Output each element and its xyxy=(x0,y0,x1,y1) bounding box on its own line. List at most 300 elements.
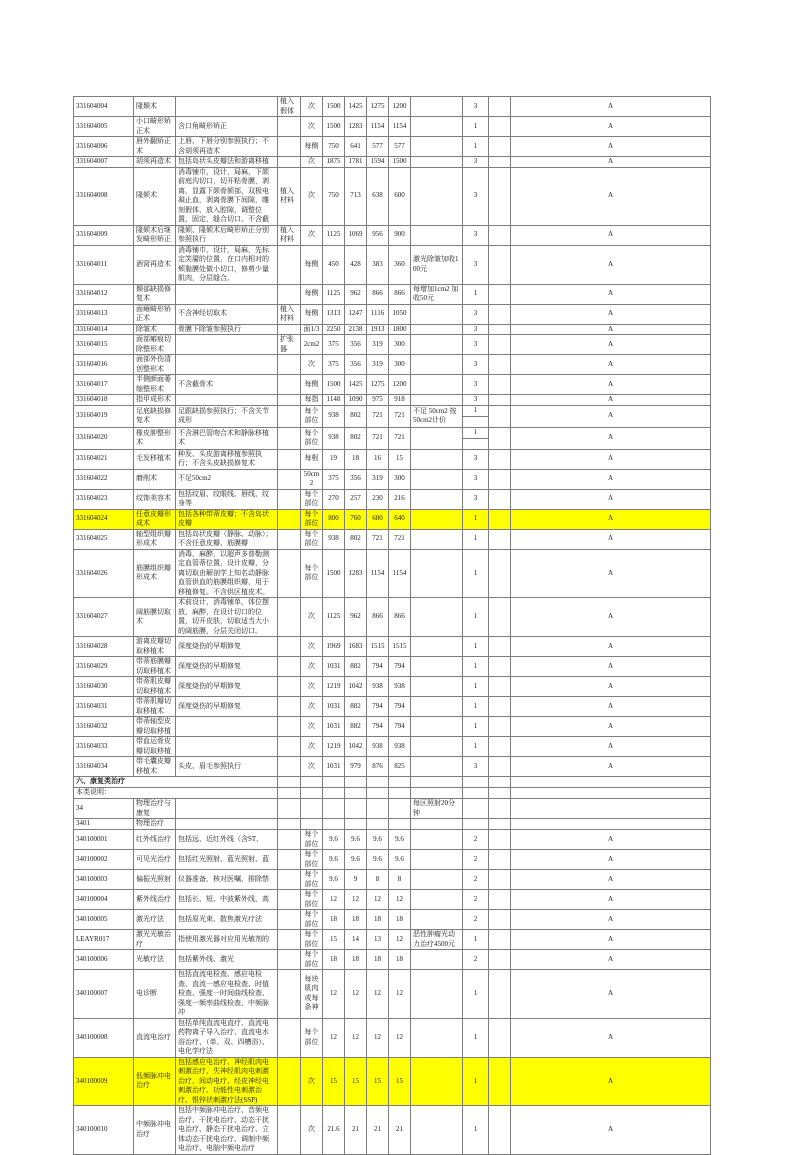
material-cell xyxy=(278,970,301,1019)
price-cell: 1283 xyxy=(345,117,367,137)
surcharge-cell xyxy=(411,225,463,245)
remark-cell: A xyxy=(511,850,711,870)
unit-cell: 每个部位 xyxy=(301,529,323,549)
unit-cell: 每个部位 xyxy=(301,509,323,529)
remark-cell: A xyxy=(511,637,711,657)
price-cell: 825 xyxy=(389,757,411,777)
unit-cell: 次 xyxy=(301,1106,323,1155)
table-row xyxy=(74,427,711,449)
desc-cell: 包括红光照射、蓝光照射、蓝 xyxy=(176,850,278,870)
price-cell: 1042 xyxy=(345,677,367,697)
surcharge-cell xyxy=(411,167,463,225)
spacer-cell xyxy=(489,950,511,970)
code-cell: 331604027 xyxy=(74,598,134,637)
price-cell: 866 xyxy=(389,598,411,637)
pricing-class-cell: 3 xyxy=(463,375,489,395)
material-cell xyxy=(278,598,301,637)
material-cell xyxy=(278,1018,301,1057)
spacer-cell xyxy=(489,870,511,890)
surcharge-cell xyxy=(411,335,463,355)
table-row xyxy=(74,395,711,406)
price-cell: 9.6 xyxy=(323,850,345,870)
remark-cell: A xyxy=(511,529,711,549)
price-cell: 9.6 xyxy=(389,830,411,850)
material-cell xyxy=(278,819,301,830)
spacer-cell xyxy=(489,737,511,757)
price-cell xyxy=(389,799,411,819)
price-cell: 938 xyxy=(389,737,411,757)
desc-cell xyxy=(176,335,278,355)
name-cell: 阔筋膜切取术 xyxy=(134,598,176,637)
spacer-cell xyxy=(489,549,511,598)
desc-cell: 不含神经切取术 xyxy=(176,304,278,324)
pricing-class-cell: 3 xyxy=(463,449,489,469)
price-cell: 1031 xyxy=(323,717,345,737)
price-cell: 866 xyxy=(389,284,411,304)
price-cell: 300 xyxy=(389,469,411,489)
name-cell: 带毛囊皮瓣移植术 xyxy=(134,757,176,777)
pricing-class-cell xyxy=(463,405,489,427)
table-row xyxy=(74,1106,711,1155)
name-cell: 紫外线治疗 xyxy=(134,890,176,910)
table-row xyxy=(74,830,711,850)
table-row xyxy=(74,549,711,598)
code-cell: 331604019 xyxy=(74,405,134,427)
unit-cell: 次 xyxy=(301,157,323,168)
remark-cell: A xyxy=(511,117,711,137)
remark-cell: A xyxy=(511,657,711,677)
spacer-cell xyxy=(489,284,511,304)
spacer-cell xyxy=(489,637,511,657)
price-cell: 721 xyxy=(389,529,411,549)
pricing-class-cell: 3 xyxy=(463,157,489,168)
pricing-class-value: 1 xyxy=(463,406,488,417)
spacer-cell xyxy=(489,788,511,799)
pricing-class-cell: 1 xyxy=(463,930,489,950)
table-row xyxy=(74,637,711,657)
remark-cell: A xyxy=(511,870,711,890)
desc-cell: 足跟缺损参照执行；不含关节成形 xyxy=(176,405,278,427)
name-cell: 指甲成形术 xyxy=(134,395,176,406)
price-cell xyxy=(323,819,345,830)
table-row xyxy=(74,97,711,117)
desc-cell: 上唇、下唇分别参照执行；不含胡须再造术 xyxy=(176,137,278,157)
name-cell: 胡须再造术 xyxy=(134,157,176,168)
price-cell: 12 xyxy=(345,1018,367,1057)
price-cell: 882 xyxy=(345,717,367,737)
unit-cell: 次 xyxy=(301,717,323,737)
surcharge-cell xyxy=(411,1018,463,1057)
material-cell xyxy=(278,157,301,168)
price-cell: 577 xyxy=(367,137,389,157)
price-cell: 1969 xyxy=(323,637,345,657)
unit-cell: 每侧 xyxy=(301,304,323,324)
price-cell: 938 xyxy=(323,427,345,449)
unit-cell: 次 xyxy=(301,697,323,717)
price-cell: 1875 xyxy=(323,157,345,168)
material-cell xyxy=(278,137,301,157)
name-cell: 足底缺损修复术 xyxy=(134,405,176,427)
table-row xyxy=(74,529,711,549)
desc-cell: 包括远、近红外线（含ST、 xyxy=(176,830,278,850)
name-cell: 唇外翻矫正术 xyxy=(134,137,176,157)
code-cell: 340100006 xyxy=(74,950,134,970)
price-cell: 794 xyxy=(367,717,389,737)
price-cell: 13 xyxy=(367,930,389,950)
price-cell: 721 xyxy=(367,529,389,549)
remark-cell xyxy=(511,799,711,819)
unit-cell: 次 xyxy=(301,1057,323,1106)
price-cell: 18 xyxy=(389,910,411,930)
price-cell: 360 xyxy=(389,245,411,284)
surcharge-cell xyxy=(411,117,463,137)
price-cell: 9 xyxy=(345,870,367,890)
code-cell: 331604025 xyxy=(74,529,134,549)
code-cell: 331604016 xyxy=(74,355,134,375)
surcharge-cell xyxy=(411,830,463,850)
remark-cell: A xyxy=(511,910,711,930)
pricing-class-cell: 1 xyxy=(463,677,489,697)
price-cell: 1125 xyxy=(323,284,345,304)
name-cell: 可见光治疗 xyxy=(134,850,176,870)
unit-cell: 每个部位 xyxy=(301,427,323,449)
table-row xyxy=(74,245,711,284)
remark-cell: A xyxy=(511,225,711,245)
remark-cell: A xyxy=(511,395,711,406)
spacer-cell xyxy=(489,850,511,870)
table-row xyxy=(74,157,711,168)
remark-cell: A xyxy=(511,355,711,375)
material-cell xyxy=(278,910,301,930)
table-row xyxy=(74,950,711,970)
remark-cell: A xyxy=(511,890,711,910)
spacer-cell xyxy=(489,97,511,117)
desc-cell xyxy=(176,97,278,117)
unit-cell: 次 xyxy=(301,657,323,677)
name-cell: 隆颏术 xyxy=(134,167,176,225)
table-row xyxy=(74,850,711,870)
name-cell: 低频脉冲电治疗 xyxy=(134,1057,176,1106)
material-cell xyxy=(278,777,301,788)
price-cell: 721 xyxy=(389,405,411,427)
surcharge-cell xyxy=(411,637,463,657)
desc-cell: 隆颏、隆颏术后畸形矫正分别参照执行 xyxy=(176,225,278,245)
surcharge-cell xyxy=(411,890,463,910)
pricing-class-cell: 3 xyxy=(463,167,489,225)
price-cell: 12 xyxy=(367,890,389,910)
code-cell: 331604006 xyxy=(74,137,134,157)
price-cell: 18 xyxy=(323,910,345,930)
remark-cell: A xyxy=(511,1106,711,1155)
table-row xyxy=(74,697,711,717)
name-cell: 中频脉冲电治疗 xyxy=(134,1106,176,1155)
name-cell: 物理治疗 xyxy=(134,819,176,830)
material-cell xyxy=(278,870,301,890)
unit-cell: 50cm2 xyxy=(301,469,323,489)
surcharge-cell xyxy=(411,788,463,799)
unit-cell: 次 xyxy=(301,737,323,757)
material-cell: 植入材料 xyxy=(278,225,301,245)
table-row xyxy=(74,167,711,225)
price-cell: 638 xyxy=(367,167,389,225)
remark-cell: A xyxy=(511,970,711,1019)
spacer-cell xyxy=(489,890,511,910)
code-cell: 340100005 xyxy=(74,910,134,930)
split-empty xyxy=(463,439,488,449)
price-cell: 319 xyxy=(367,335,389,355)
material-cell: 扩张器 xyxy=(278,335,301,355)
price-cell: 794 xyxy=(389,717,411,737)
price-cell: 1425 xyxy=(345,97,367,117)
price-cell: 12 xyxy=(389,890,411,910)
price-cell: 1031 xyxy=(323,757,345,777)
spacer-cell xyxy=(489,117,511,137)
desc-cell: 深度烧伤的早期修复 xyxy=(176,637,278,657)
price-cell: 9.6 xyxy=(323,870,345,890)
table-row xyxy=(74,799,711,819)
price-cell xyxy=(367,777,389,788)
name-cell: 带血运骨皮瓣切取移植 xyxy=(134,737,176,757)
pricing-class-cell: 2 xyxy=(463,950,489,970)
price-cell: 1425 xyxy=(345,375,367,395)
code-cell: 331604017 xyxy=(74,375,134,395)
price-cell: 18 xyxy=(367,910,389,930)
pricing-class-cell: 3 xyxy=(463,335,489,355)
spacer-cell xyxy=(489,1057,511,1106)
price-cell: 216 xyxy=(389,489,411,509)
remark-cell xyxy=(511,819,711,830)
surcharge-cell xyxy=(411,777,463,788)
surcharge-cell xyxy=(411,469,463,489)
price-cell: 18 xyxy=(345,449,367,469)
desc-cell: 术前设计，消毒铺单，体位摆放，麻醉，在设计切口的位置，切开皮肤，切取适当大小的阔筋膜，分层关闭切口。 xyxy=(176,598,278,637)
table-row xyxy=(74,355,711,375)
price-cell: 1781 xyxy=(345,157,367,168)
code-cell: 331604033 xyxy=(74,737,134,757)
pricing-class-cell: 3 xyxy=(463,489,489,509)
price-cell: 12 xyxy=(389,1018,411,1057)
name-cell: 带蒂轴型皮瓣切取移植 xyxy=(134,717,176,737)
unit-cell: 每个部位 xyxy=(301,870,323,890)
spacer-cell xyxy=(489,324,511,335)
pricing-class-cell xyxy=(463,777,489,788)
material-cell xyxy=(278,427,301,449)
material-cell xyxy=(278,799,301,819)
desc-cell: 消毒铺巾，设计，局麻，下颌前庭沟切口，切开粘骨膜，剥离，显露下颌骨颏部，双极电凝止血，剥离骨膜下间隙，雕刻假体，放入腔隙，调整位置，固定，缝合切口。不含截 xyxy=(176,167,278,225)
price-cell: 356 xyxy=(345,335,367,355)
material-cell xyxy=(278,757,301,777)
price-cell: 9.6 xyxy=(367,850,389,870)
desc-cell: 种发、头皮游离移植参照执行；不含头皮缺损修复术 xyxy=(176,449,278,469)
split-empty xyxy=(463,417,488,427)
unit-cell: 次 xyxy=(301,677,323,697)
surcharge-cell xyxy=(411,97,463,117)
desc-cell: 包括长、短、中波紫外线，高 xyxy=(176,890,278,910)
surcharge-cell xyxy=(411,717,463,737)
unit-cell: 每个部位 xyxy=(301,850,323,870)
desc-cell xyxy=(176,799,278,819)
price-cell: 1800 xyxy=(389,324,411,335)
section-row xyxy=(74,777,711,788)
price-cell: 9.6 xyxy=(345,850,367,870)
name-cell: 偏振光照射 xyxy=(134,870,176,890)
pricing-class-cell: 3 xyxy=(463,757,489,777)
material-cell xyxy=(278,717,301,737)
price-cell: 12 xyxy=(323,890,345,910)
material-cell xyxy=(278,697,301,717)
unit-cell: 次 xyxy=(301,355,323,375)
pricing-class-cell: 1 xyxy=(463,598,489,637)
price-cell: 1500 xyxy=(323,549,345,598)
surcharge-cell xyxy=(411,1057,463,1106)
price-cell: 1200 xyxy=(389,375,411,395)
code-cell: 3401 xyxy=(74,819,134,830)
note-row xyxy=(74,788,711,799)
price-cell xyxy=(323,788,345,799)
code-cell: 331604005 xyxy=(74,117,134,137)
unit-cell: 每个部位 xyxy=(301,930,323,950)
price-cell: 15 xyxy=(367,1057,389,1106)
price-cell xyxy=(389,777,411,788)
price-cell: 680 xyxy=(367,509,389,529)
price-cell: 375 xyxy=(323,355,345,375)
price-cell: 18 xyxy=(323,950,345,970)
spacer-cell xyxy=(489,469,511,489)
price-cell: 1125 xyxy=(323,225,345,245)
price-cell: 866 xyxy=(367,598,389,637)
price-cell: 1313 xyxy=(323,304,345,324)
remark-cell: A xyxy=(511,304,711,324)
material-cell: 植入材料 xyxy=(278,304,301,324)
table-row xyxy=(74,405,711,427)
surcharge-cell xyxy=(411,549,463,598)
surcharge-cell xyxy=(411,598,463,637)
unit-cell: 每个部位 xyxy=(301,910,323,930)
spacer-cell xyxy=(489,777,511,788)
code-cell: 331604031 xyxy=(74,697,134,717)
surcharge-cell xyxy=(411,677,463,697)
price-cell: 938 xyxy=(389,677,411,697)
code-cell: 331604014 xyxy=(74,324,134,335)
price-cell xyxy=(367,819,389,830)
price-cell: 1148 xyxy=(323,395,345,406)
unit-cell: 每个部位 xyxy=(301,549,323,598)
surcharge-cell xyxy=(411,697,463,717)
surcharge-cell xyxy=(411,324,463,335)
pricing-class-value: 1 xyxy=(463,428,488,439)
price-cell: 383 xyxy=(367,245,389,284)
code-cell: 340100002 xyxy=(74,850,134,870)
price-cell: 21 xyxy=(345,1106,367,1155)
pricing-class-cell: 1 xyxy=(463,1057,489,1106)
name-cell: 隆颏术后继发畸形矫正 xyxy=(134,225,176,245)
desc-cell: 包括直流电检查、感应电检查、直流一感应电检查、时值检查、强度一时间曲线检查、强度一频率曲线检查、中频脉冲 xyxy=(176,970,278,1019)
section-label: 六、康复类治疗 xyxy=(74,777,278,788)
surcharge-cell xyxy=(411,449,463,469)
table-row xyxy=(74,375,711,395)
material-cell xyxy=(278,830,301,850)
remark-cell: A xyxy=(511,549,711,598)
price-cell: 9.6 xyxy=(345,830,367,850)
unit-cell: 每个部位 xyxy=(301,405,323,427)
spacer-cell xyxy=(489,677,511,697)
remark-cell: A xyxy=(511,284,711,304)
name-cell: 任意皮瓣形成术 xyxy=(134,509,176,529)
price-cell: 18 xyxy=(345,950,367,970)
material-cell xyxy=(278,890,301,910)
price-cell: 866 xyxy=(367,284,389,304)
material-cell xyxy=(278,509,301,529)
remark-cell: A xyxy=(511,677,711,697)
tariff-table xyxy=(73,96,711,1155)
desc-cell: 不含截骨术 xyxy=(176,375,278,395)
price-cell xyxy=(389,819,411,830)
price-cell: 1090 xyxy=(345,395,367,406)
price-cell xyxy=(345,819,367,830)
price-cell: 1154 xyxy=(389,117,411,137)
pricing-class-cell: 3 xyxy=(463,395,489,406)
remark-cell: A xyxy=(511,335,711,355)
desc-cell xyxy=(176,284,278,304)
desc-cell: 含口角畸形矫正 xyxy=(176,117,278,137)
price-cell: 1283 xyxy=(345,549,367,598)
price-cell: 882 xyxy=(345,657,367,677)
remark-cell: A xyxy=(511,1057,711,1106)
price-cell: 1683 xyxy=(345,637,367,657)
name-cell: 半侧颜面萎缩整形术 xyxy=(134,375,176,395)
pricing-class-cell: 1 xyxy=(463,657,489,677)
price-cell: 356 xyxy=(345,355,367,375)
price-cell: 12 xyxy=(345,970,367,1019)
table-row xyxy=(74,137,711,157)
remark-cell: A xyxy=(511,489,711,509)
table-row xyxy=(74,870,711,890)
unit-cell xyxy=(301,799,323,819)
spacer-cell xyxy=(489,598,511,637)
unit-cell: 每个部位 xyxy=(301,489,323,509)
price-cell: 9.6 xyxy=(389,850,411,870)
price-cell: 19 xyxy=(323,449,345,469)
unit-cell: 次 xyxy=(301,637,323,657)
remark-cell: A xyxy=(511,469,711,489)
surcharge-cell xyxy=(411,950,463,970)
price-cell: 794 xyxy=(389,697,411,717)
unit-cell: 次 xyxy=(301,225,323,245)
surcharge-cell xyxy=(411,657,463,677)
unit-cell: 每侧 xyxy=(301,284,323,304)
code-cell: 340100010 xyxy=(74,1106,134,1155)
price-cell: 15 xyxy=(345,1057,367,1106)
material-cell xyxy=(278,1057,301,1106)
code-cell: 340100009 xyxy=(74,1057,134,1106)
remark-cell: A xyxy=(511,137,711,157)
unit-cell: 2cm2 xyxy=(301,335,323,355)
table-row xyxy=(74,449,711,469)
price-cell: 1200 xyxy=(389,97,411,117)
table-row xyxy=(74,717,711,737)
pricing-class-cell: 1 xyxy=(463,717,489,737)
price-cell: 1031 xyxy=(323,657,345,677)
price-cell: 18 xyxy=(367,950,389,970)
price-cell: 2250 xyxy=(323,324,345,335)
remark-cell: A xyxy=(511,1018,711,1057)
material-cell xyxy=(278,375,301,395)
remark-cell: A xyxy=(511,697,711,717)
material-cell xyxy=(278,529,301,549)
spacer-cell xyxy=(489,1018,511,1057)
remark-cell: A xyxy=(511,97,711,117)
price-cell: 300 xyxy=(389,335,411,355)
